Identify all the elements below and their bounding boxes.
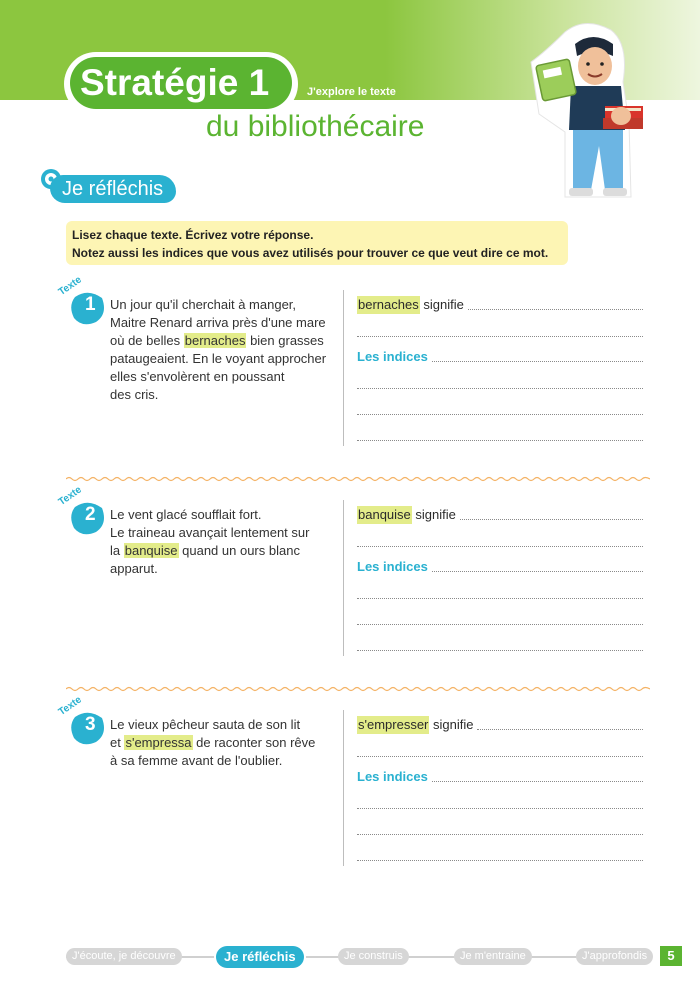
passage-text bbox=[110, 296, 340, 404]
indices-line[interactable]: Les indices bbox=[357, 558, 643, 576]
column-divider bbox=[343, 500, 344, 656]
meaning-line[interactable]: banquise signifie bbox=[357, 506, 643, 524]
passage-line: Le vieux pêcheur sauta de son lit bbox=[110, 717, 301, 732]
page-title-second-line: du bibliothécaire bbox=[206, 110, 425, 143]
answer-line[interactable] bbox=[357, 834, 643, 835]
step-approfondis: J'approfondis bbox=[576, 948, 653, 965]
passage-line: apparut. bbox=[110, 561, 158, 576]
text-badge-label: Texte bbox=[56, 694, 84, 718]
answer-line[interactable] bbox=[357, 598, 643, 599]
librarian-character-illustration bbox=[525, 22, 660, 202]
indices-line[interactable]: Les indices bbox=[357, 348, 643, 366]
step-ecoute: J'écoute, je découvre bbox=[66, 948, 182, 965]
passage-line: Le traineau avançait lentement sur bbox=[110, 525, 310, 540]
column-divider bbox=[343, 290, 344, 446]
meaning-line[interactable]: bernaches signifie bbox=[357, 296, 643, 314]
answer-line[interactable] bbox=[357, 388, 643, 389]
instruction-line: Notez aussi les indices que vous avez utilisés pour trouver ce que veut dire ce mot. bbox=[72, 246, 549, 260]
step-entraine: Je m'entraine bbox=[454, 948, 532, 965]
text-badge-number: 1 bbox=[85, 294, 96, 315]
text-badge-label: Texte bbox=[56, 484, 84, 508]
text-badge-number: 2 bbox=[85, 504, 96, 525]
instructions-box bbox=[66, 221, 568, 265]
column-divider bbox=[343, 710, 344, 866]
passage-line: elles s'envolèrent en poussant bbox=[110, 369, 285, 384]
wavy-divider bbox=[66, 476, 650, 482]
answer-line[interactable] bbox=[357, 414, 643, 415]
passage-text bbox=[110, 716, 340, 770]
passage-line: Maitre Renard arriva près d'une mare bbox=[110, 315, 326, 330]
answer-line[interactable] bbox=[357, 336, 643, 337]
meaning-line[interactable]: s'empresser signifie bbox=[357, 716, 643, 734]
answer-line[interactable] bbox=[357, 756, 643, 757]
wavy-divider bbox=[66, 686, 650, 692]
passage-text bbox=[110, 506, 340, 578]
highlighted-word: banquise bbox=[124, 543, 178, 558]
indices-line[interactable]: Les indices bbox=[357, 768, 643, 786]
answer-line[interactable] bbox=[357, 808, 643, 809]
highlighted-word: bernaches bbox=[184, 333, 246, 348]
passage-line: et s'empressa de raconter son rêve bbox=[110, 735, 316, 750]
step-construis: Je construis bbox=[338, 948, 409, 965]
instruction-line: Lisez chaque texte. Écrivez votre réponse. bbox=[72, 228, 314, 242]
answer-line[interactable] bbox=[357, 650, 643, 651]
step-reflechis-active: Je réfléchis bbox=[216, 946, 304, 968]
section-heading: Je réfléchis bbox=[62, 178, 164, 200]
passage-line: à sa femme avant de l'oublier. bbox=[110, 753, 283, 768]
answer-line[interactable] bbox=[357, 440, 643, 441]
passage-line: pataugeaient. En le voyant approcher bbox=[110, 351, 327, 366]
page-subtitle: J'explore le texte bbox=[307, 86, 396, 98]
passage-line: où de belles bernaches bien grasses bbox=[110, 333, 324, 348]
answer-line[interactable] bbox=[357, 624, 643, 625]
passage-line: des cris. bbox=[110, 387, 159, 402]
page-number: 5 bbox=[660, 946, 682, 966]
text-badge-label: Texte bbox=[56, 274, 84, 298]
passage-line: Le vent glacé soufflait fort. bbox=[110, 507, 262, 522]
passage-line: la banquise quand un ours blanc bbox=[110, 543, 300, 558]
answer-line[interactable] bbox=[357, 860, 643, 861]
passage-line: Un jour qu'il cherchait à manger, bbox=[110, 297, 297, 312]
text-badge-number: 3 bbox=[85, 714, 96, 735]
highlighted-word: s'empressa bbox=[125, 735, 192, 750]
progress-footer bbox=[66, 946, 682, 968]
page-title: Stratégie 1 bbox=[70, 57, 292, 109]
answer-line[interactable] bbox=[357, 546, 643, 547]
